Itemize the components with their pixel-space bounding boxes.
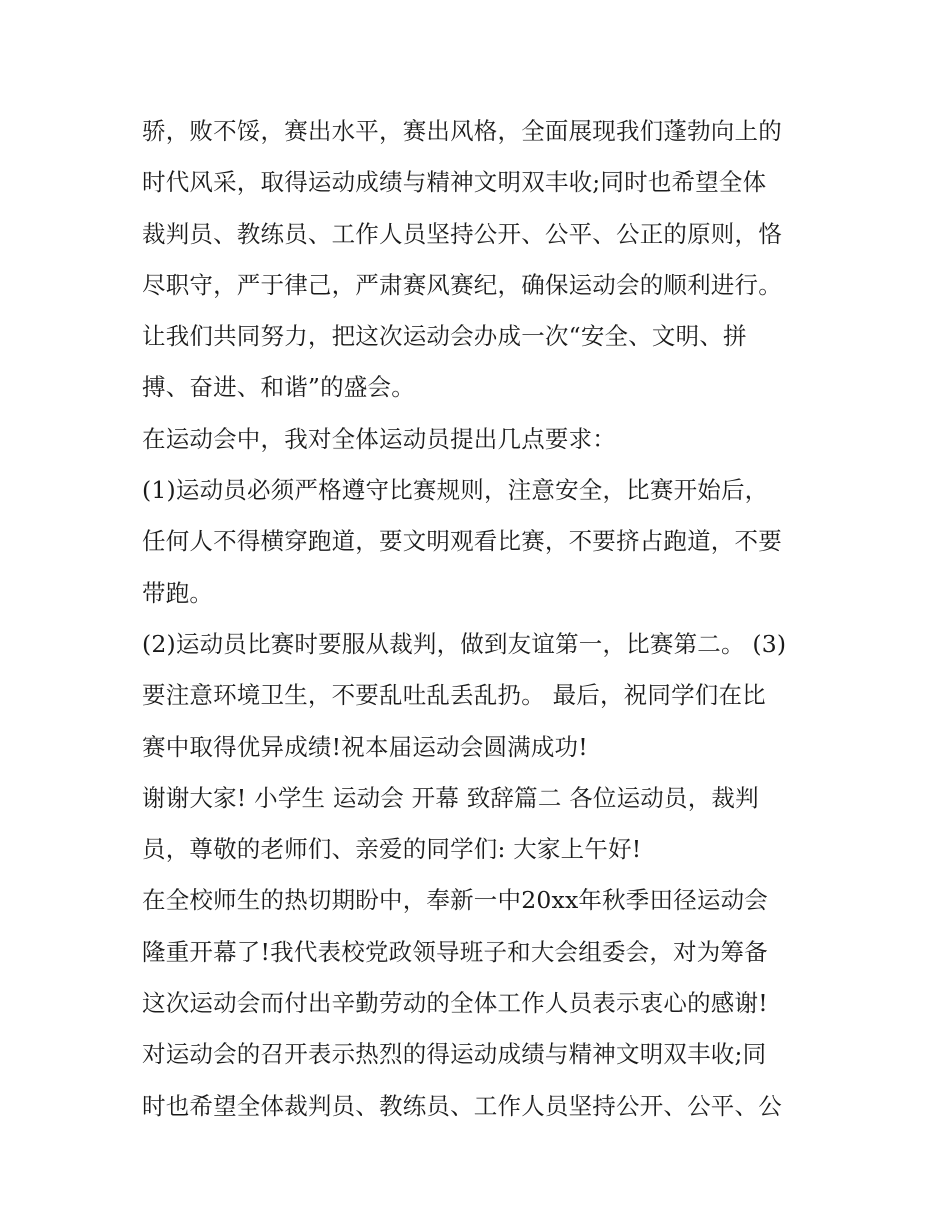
text-line: 骄，败不馁，赛出水平，赛出风格，全面展现我们蓬勃向上的 bbox=[142, 117, 782, 145]
text-line: 任何人不得横穿跑道，要文明观看比赛，不要挤占跑道，不要 bbox=[142, 527, 782, 556]
text-line: 在全校师生的热切期盼中，奉新一中20xx年秋季田径运动会 bbox=[142, 886, 769, 915]
text-line: 时也希望全体裁判员、教练员、工作人员坚持公开、公平、公 bbox=[142, 1091, 782, 1120]
text-line: 尽职守，严于律己，严肃赛风赛纪，确保运动会的顺利进行。 bbox=[142, 270, 782, 299]
text-line: 在运动会中，我对全体运动员提出几点要求： bbox=[142, 424, 616, 453]
text-line: 裁判员、教练员、工作人员坚持公开、公平、公正的原则，恪 bbox=[142, 219, 782, 248]
text-line: 搏、奋进、和谐”的盛会。 bbox=[142, 373, 415, 402]
text-line: 员，尊敬的老师们、亲爱的同学们: 大家上午好! bbox=[142, 835, 642, 864]
text-line: 要注意环境卫生，不要乱吐乱丢乱扔。 最后，祝同学们在比 bbox=[142, 681, 766, 710]
text-line: 对运动会的召开表示热烈的得运动成绩与精神文明双丰收;同 bbox=[142, 1040, 767, 1069]
text-line: 时代风采，取得运动成绩与精神文明双丰收;同时也希望全体 bbox=[142, 168, 767, 197]
text-line: 赛中取得优异成绩!祝本届运动会圆满成功! bbox=[142, 732, 588, 761]
text-line: 让我们共同努力，把这次运动会办成一次“安全、文明、拼 bbox=[142, 322, 747, 351]
text-line: 这次运动会而付出辛勤劳动的全体工作人员表示衷心的感谢! bbox=[142, 989, 768, 1018]
text-line: 隆重开幕了!我代表校党政领导班子和大会组委会，对为筹备 bbox=[142, 937, 768, 966]
body-text bbox=[142, 106, 822, 1132]
text-line: 谢谢大家! 小学生 运动会 开幕 致辞篇二 各位运动员，裁判 bbox=[142, 783, 759, 812]
text-line: 带跑。 bbox=[142, 578, 214, 607]
text-line: (2)运动员比赛时要服从裁判，做到友谊第一，比赛第二。 (3) bbox=[142, 629, 787, 658]
text-line: (1)运动员必须严格遵守比赛规则，注意安全，比赛开始后， bbox=[142, 476, 769, 505]
